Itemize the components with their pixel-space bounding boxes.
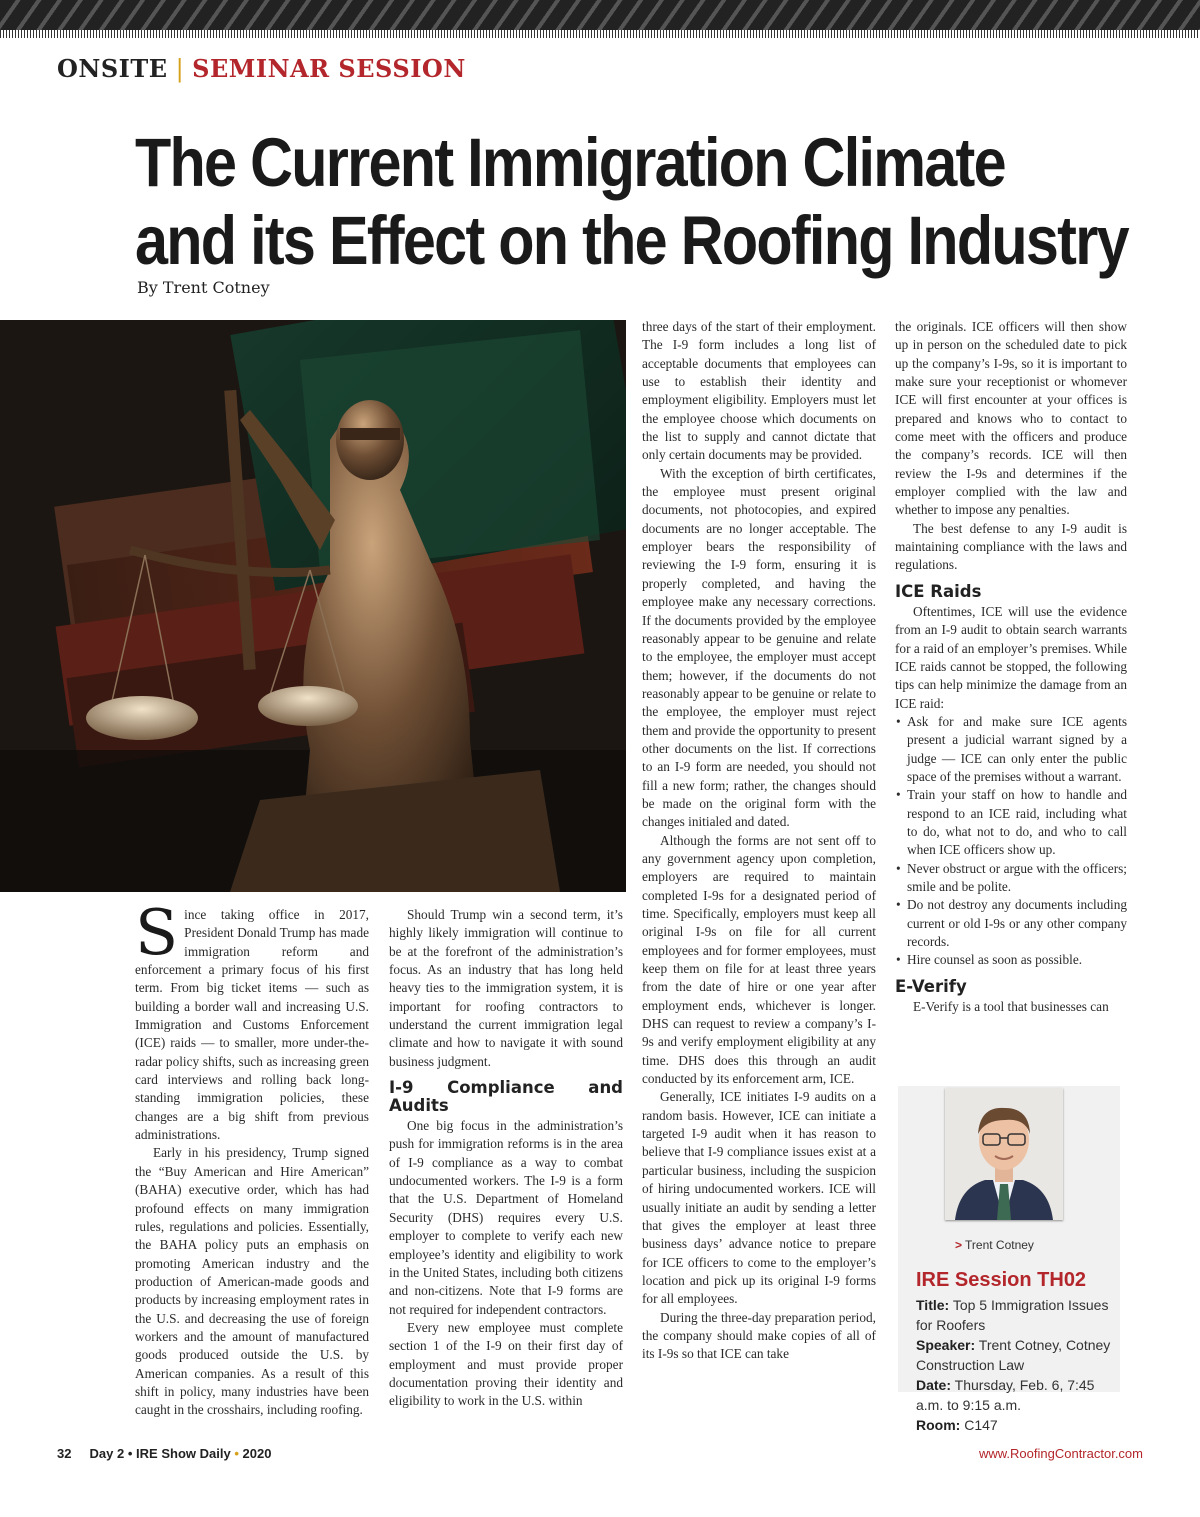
value: Trent Cotney, Cotney Construction Law: [916, 1337, 1111, 1373]
footer-year: 2020: [242, 1446, 272, 1461]
footer-url-link[interactable]: www.RoofingContractor.com: [978, 1446, 1143, 1461]
drop-cap: S: [135, 896, 179, 969]
column-4: [895, 318, 1127, 1016]
paragraph: Should Trump win a second term, it’s highly likely immigration will continue to be at the forefront of the administration’s focus. As an industry that has long held heavy ties to the immigration system, it is important for roofing contractors to understand the current immigration legal climate and how to navigate it with sound business judgment.: [389, 907, 623, 1069]
title-line-1: The Current Immigration Climate: [135, 124, 1005, 201]
session-room-row: [916, 1415, 1116, 1435]
paragraph: With the exception of birth certificates, the employee must present original documents, not photocopies, and expired documents are no longer acceptable. The employer bears the responsibility of reviewing the I-9 form, ensuring it is properly completed, and having the employee make any necessary corrections. If the documents provided by the employee reasonably appear to be genuine and relate to the employee, the employer must accept them; however, if the documents do not reasonably appear to be genuine or relate to the employee, the employer must reject them and provide the opportunity to present other documents on the list. If corrections to an I-9 form are needed, you should not fill a new form; rather, the changes should be made on the original form with the changes initialed and dated.: [642, 465, 876, 830]
article-title: [135, 124, 1128, 280]
speaker-headshot: [945, 1088, 1063, 1220]
paragraph: three days of the start of their employment. The I-9 form includes a long list of acceptable documents that employees can use to establish their identity and employment eligibility. Employers must let the employee choose which documents on the list to supply and cannot dictate that only certain documents may be provided.: [642, 319, 876, 463]
page-number: 32: [57, 1446, 72, 1461]
paragraph: The best defense to any I-9 audit is maintaining compliance with the laws and regulations.: [895, 520, 1127, 573]
top-hazard-stripe: [0, 0, 1200, 30]
column-1: [135, 896, 369, 1420]
subheading-i9: I-9 Compliance and Audits: [389, 1078, 623, 1116]
paragraph: Oftentimes, ICE will use the evidence from an I-9 audit to obtain search warrants for a raid of an employer’s premises. While ICE raids cannot be stopped, the following tips can help minimize the damage from an ICE raid:: [895, 603, 1127, 711]
paragraph: During the three-day preparation period, the company should make copies of all of its I-9s so that ICE can take: [642, 1309, 876, 1362]
byline: By Trent Cotney: [137, 278, 270, 297]
paragraph: Every new employee must complete section 1 of the I-9 on their first day of employment and must provide proper documentation proving their identity and eligibility to work in the U.S. within: [389, 1319, 623, 1409]
session-date-row: [916, 1375, 1116, 1415]
paragraph: One big focus in the administration’s push for immigration reforms is in the area of I-9 compliance as a way to combat undocumented workers. The I-9 is a form that the U.S. Department of Homeland Security (DHS) requires every U.S. employer to complete to verify each new employee’s identity and eligibility to work in the United States, including both citizens and non-citizens. Note that I-9 forms are not required for independent contractors.: [389, 1118, 623, 1317]
footer-folio: [57, 1446, 271, 1461]
subheading-e-verify: E-Verify: [895, 976, 967, 996]
paragraph: the originals. ICE officers will then show up in person on the scheduled date to pick up the company’s I-9s, so it is important to make sure your receptionist or whomever ICE will first encounter at your offices is prepared and knows who to contact to come meet with the officers and produce the company’s records. ICE will then review the I-9s and determines if the employer complied with the law and whether to impose any penalties.: [895, 319, 1127, 518]
paragraph-text: ince taking office in 2017, President Donald Trump has made immigration reform and enforcement a primary focus of his first term. From big ticket items — such as building a border wall and increasing U.S. Immigration and Customs Enforcement (ICE) raids — to smaller, more under-the-radar policy shifts, such as increasing green card interviews and rolling back long-standing immigration policies, these changes are a big shift from previous administrations.: [135, 907, 369, 1143]
list-item: • Do not destroy any documents including current or old I-9s or any other company records.: [907, 896, 1127, 951]
paragraph: E-Verify is a tool that businesses can: [913, 998, 1109, 1014]
label: Speaker:: [916, 1337, 976, 1353]
subheading-ice-raids: ICE Raids: [895, 581, 982, 601]
title-line-2: and its Effect on the Roofing Industry: [135, 202, 1128, 279]
paragraph: Although the forms are not sent off to any government agency upon completion, employers are required to maintain completed I-9s for a designated period of time. Specifically, employers must keep all original I-9s on file for all current employees and for former employees, must keep them on file for at least three years from the date of hire or one year after employment ends, whichever is longer. DHS can request to review a company’s I-9s and verify employment eligibility at any time. DHS does this through an audit conducted by its enforcement arm, ICE.: [642, 832, 876, 1087]
footer-day: Day 2: [89, 1446, 125, 1461]
headshot-illustration: [945, 1088, 1063, 1220]
value: C147: [964, 1417, 998, 1433]
value: Thursday, Feb. 6, 7:45 a.m. to 9:15 a.m.: [916, 1377, 1095, 1413]
paragraph: [135, 896, 369, 1144]
subsection-name: SEMINAR SESSION: [192, 54, 466, 83]
footer-dot: •: [234, 1446, 239, 1461]
paragraph: Early in his presidency, Trump signed the “Buy American and Hire American” (BAHA) executive order, which has had profound effects on many immigration rules, regulations and policies. Essentially, the BAHA policy puts an emphasis on promoting American industry and the production of American-made goods and products by increasing employment rates in the U.S. and decreasing the use of foreign workers and the amount of manufactured goods produced outside the U.S. by American companies. As a result of this shift in policy, many industries have been caught in the crosshairs, including roofing.: [135, 1145, 369, 1418]
value: Top 5 Immigration Issues for Roofers: [916, 1297, 1109, 1333]
session-speaker-row: [916, 1335, 1116, 1375]
list-item: • Train your staff on how to handle and respond to an ICE raid, including what to do, what not to do, and who to call when ICE officers show up.: [907, 786, 1127, 859]
label: Title:: [916, 1297, 950, 1313]
session-title: IRE Session TH02: [916, 1269, 1087, 1291]
paragraph: Generally, ICE initiates I-9 audits on a random basis. However, ICE can initiate a targeted I-9 audit when it has reason to believe that I-9 compliance issues exist at a particular business, including the suspicion of hiring undocumented workers. ICE will usually initiate an audit by sending a letter that gives the employer at least three business days’ advance notice to prepare for ICE officers to come to the employer’s location and pick up its original I-9 forms for all employees.: [642, 1089, 876, 1307]
footer-publication: IRE Show Daily: [136, 1446, 231, 1461]
tips-list: [895, 713, 1127, 970]
list-item: • Never obstruct or argue with the officers; smile and be polite.: [907, 860, 1127, 897]
list-item: • Hire counsel as soon as possible.: [907, 951, 1127, 969]
photo-caption: [955, 1238, 1034, 1252]
footer-bullet: •: [127, 1446, 133, 1461]
session-details: [916, 1266, 1116, 1435]
top-stripe-rule: [0, 30, 1200, 38]
column-2: [389, 906, 623, 1411]
lady-justice-illustration: [0, 320, 626, 892]
caption-arrow-icon: >: [955, 1238, 963, 1252]
label: Date:: [916, 1377, 952, 1393]
label: Room:: [916, 1417, 961, 1433]
lady-justice-photo: [0, 320, 626, 892]
section-separator: |: [175, 55, 185, 83]
list-item: • Ask for and make sure ICE agents present a judicial warrant signed by a judge — ICE can only enter the public space of the premises without a warrant.: [907, 713, 1127, 786]
section-label: [57, 54, 466, 83]
session-title-row: [916, 1295, 1116, 1335]
section-name: ONSITE: [57, 54, 168, 83]
caption-text: Trent Cotney: [965, 1238, 1034, 1252]
column-3: [642, 318, 876, 1364]
